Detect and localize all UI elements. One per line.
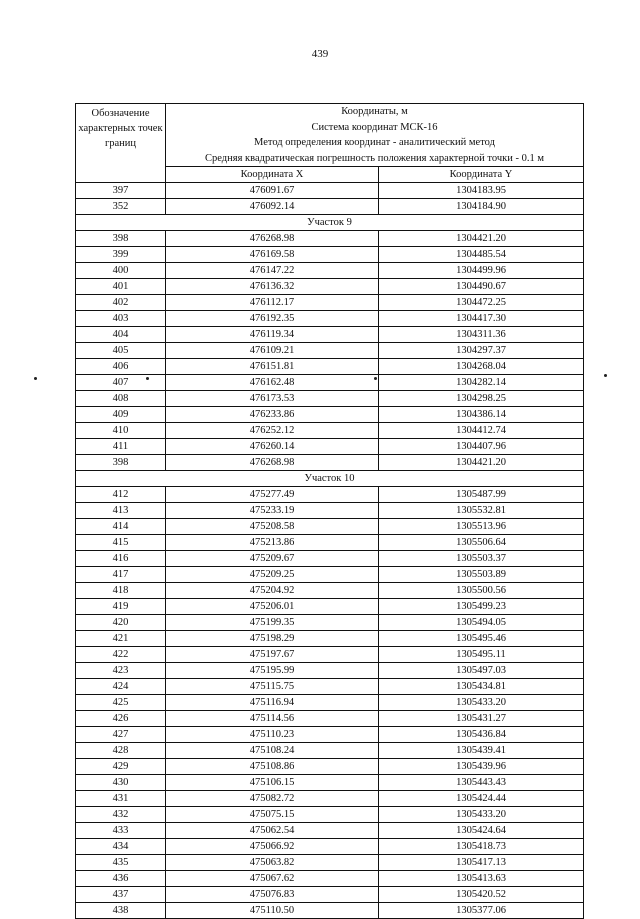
x-coordinate-cell: 476162.48 bbox=[166, 375, 379, 391]
table-row bbox=[76, 487, 584, 503]
y-coordinate-cell: 1304268.04 bbox=[379, 359, 584, 375]
table-row bbox=[76, 327, 584, 343]
y-coordinate-cell: 1304183.95 bbox=[379, 183, 584, 199]
scan-speck bbox=[374, 377, 377, 380]
y-coordinate-cell: 1304499.96 bbox=[379, 263, 584, 279]
x-coordinate-cell: 475206.01 bbox=[166, 599, 379, 615]
x-coordinate-cell: 475108.86 bbox=[166, 759, 379, 775]
y-coordinate-cell: 1305487.99 bbox=[379, 487, 584, 503]
coordinate-system: Система координат МСК-16 bbox=[311, 121, 438, 133]
table-row bbox=[76, 775, 584, 791]
table-header-row bbox=[76, 104, 584, 167]
y-coordinate-cell: 1305495.11 bbox=[379, 647, 584, 663]
y-coordinate-cell: 1305433.20 bbox=[379, 807, 584, 823]
point-cell: 413 bbox=[76, 503, 166, 519]
x-coordinate-cell: 476260.14 bbox=[166, 439, 379, 455]
section-title: Участок 10 bbox=[76, 471, 584, 487]
x-coordinate-cell: 475066.92 bbox=[166, 839, 379, 855]
table-row bbox=[76, 855, 584, 871]
point-cell: 436 bbox=[76, 871, 166, 887]
section-row bbox=[76, 215, 584, 231]
y-coordinate-cell: 1305420.52 bbox=[379, 887, 584, 903]
point-cell: 435 bbox=[76, 855, 166, 871]
table-row bbox=[76, 743, 584, 759]
point-cell: 431 bbox=[76, 791, 166, 807]
x-coordinate-cell: 476119.34 bbox=[166, 327, 379, 343]
x-coordinate-cell: 475209.25 bbox=[166, 567, 379, 583]
point-cell: 402 bbox=[76, 295, 166, 311]
point-cell: 437 bbox=[76, 887, 166, 903]
table-row bbox=[76, 343, 584, 359]
point-cell: 399 bbox=[76, 247, 166, 263]
y-coordinate-cell: 1304490.67 bbox=[379, 279, 584, 295]
point-cell: 423 bbox=[76, 663, 166, 679]
scan-speck bbox=[146, 377, 149, 380]
table-row bbox=[76, 567, 584, 583]
x-coordinate-cell: 476112.17 bbox=[166, 295, 379, 311]
x-coordinate-cell: 475204.92 bbox=[166, 583, 379, 599]
x-coordinate-cell: 476173.53 bbox=[166, 391, 379, 407]
x-coordinate-cell: 475106.15 bbox=[166, 775, 379, 791]
y-coordinate-cell: 1305418.73 bbox=[379, 839, 584, 855]
point-cell: 410 bbox=[76, 423, 166, 439]
point-cell: 352 bbox=[76, 199, 166, 215]
y-coordinate-cell: 1305424.44 bbox=[379, 791, 584, 807]
y-coordinate-cell: 1304297.37 bbox=[379, 343, 584, 359]
x-coordinate-cell: 475213.86 bbox=[166, 535, 379, 551]
point-cell: 405 bbox=[76, 343, 166, 359]
x-coordinate-cell: 475075.15 bbox=[166, 807, 379, 823]
coordinates-table bbox=[75, 103, 584, 919]
table-row bbox=[76, 647, 584, 663]
col-y-header: Координата Y bbox=[379, 167, 584, 183]
point-cell: 414 bbox=[76, 519, 166, 535]
y-coordinate-cell: 1305436.84 bbox=[379, 727, 584, 743]
y-coordinate-cell: 1305439.41 bbox=[379, 743, 584, 759]
section-row bbox=[76, 471, 584, 487]
table-row bbox=[76, 791, 584, 807]
point-cell: 398 bbox=[76, 455, 166, 471]
table-row bbox=[76, 535, 584, 551]
y-coordinate-cell: 1305503.89 bbox=[379, 567, 584, 583]
table-row bbox=[76, 231, 584, 247]
point-cell: 438 bbox=[76, 903, 166, 919]
y-coordinate-cell: 1305494.05 bbox=[379, 615, 584, 631]
x-coordinate-cell: 475208.58 bbox=[166, 519, 379, 535]
table-row bbox=[76, 759, 584, 775]
y-coordinate-cell: 1305506.64 bbox=[379, 535, 584, 551]
y-coordinate-cell: 1305503.37 bbox=[379, 551, 584, 567]
table-row bbox=[76, 279, 584, 295]
table-row bbox=[76, 359, 584, 375]
section-title: Участок 9 bbox=[76, 215, 584, 231]
point-cell: 425 bbox=[76, 695, 166, 711]
point-cell: 417 bbox=[76, 567, 166, 583]
x-coordinate-cell: 475076.83 bbox=[166, 887, 379, 903]
x-coordinate-cell: 475082.72 bbox=[166, 791, 379, 807]
x-coordinate-cell: 476268.98 bbox=[166, 455, 379, 471]
x-coordinate-cell: 475277.49 bbox=[166, 487, 379, 503]
y-coordinate-cell: 1305434.81 bbox=[379, 679, 584, 695]
point-cell: 420 bbox=[76, 615, 166, 631]
x-coordinate-cell: 475198.29 bbox=[166, 631, 379, 647]
y-coordinate-cell: 1304407.96 bbox=[379, 439, 584, 455]
x-coordinate-cell: 475199.35 bbox=[166, 615, 379, 631]
point-cell: 421 bbox=[76, 631, 166, 647]
table-row bbox=[76, 183, 584, 199]
table-row bbox=[76, 455, 584, 471]
table-row bbox=[76, 439, 584, 455]
table-row bbox=[76, 711, 584, 727]
point-cell: 418 bbox=[76, 583, 166, 599]
point-cell: 398 bbox=[76, 231, 166, 247]
x-coordinate-cell: 475110.50 bbox=[166, 903, 379, 919]
x-coordinate-cell: 475115.75 bbox=[166, 679, 379, 695]
table-row bbox=[76, 423, 584, 439]
point-cell: 401 bbox=[76, 279, 166, 295]
table-row bbox=[76, 679, 584, 695]
table-row bbox=[76, 807, 584, 823]
point-cell: 427 bbox=[76, 727, 166, 743]
point-cell: 397 bbox=[76, 183, 166, 199]
point-cell: 429 bbox=[76, 759, 166, 775]
x-coordinate-cell: 476192.35 bbox=[166, 311, 379, 327]
y-coordinate-cell: 1304417.30 bbox=[379, 311, 584, 327]
point-cell: 408 bbox=[76, 391, 166, 407]
point-designation-header: Обозначение характерных точек границ bbox=[76, 104, 166, 183]
col-x-header: Координата X bbox=[166, 167, 379, 183]
y-coordinate-cell: 1305433.20 bbox=[379, 695, 584, 711]
table-row bbox=[76, 503, 584, 519]
point-cell: 411 bbox=[76, 439, 166, 455]
x-coordinate-cell: 476252.12 bbox=[166, 423, 379, 439]
point-cell: 424 bbox=[76, 679, 166, 695]
y-coordinate-cell: 1304472.25 bbox=[379, 295, 584, 311]
x-coordinate-cell: 476268.98 bbox=[166, 231, 379, 247]
point-cell: 404 bbox=[76, 327, 166, 343]
table-row bbox=[76, 663, 584, 679]
table-row bbox=[76, 375, 584, 391]
y-coordinate-cell: 1305513.96 bbox=[379, 519, 584, 535]
table-row bbox=[76, 263, 584, 279]
point-cell: 412 bbox=[76, 487, 166, 503]
y-coordinate-cell: 1305495.46 bbox=[379, 631, 584, 647]
table-row bbox=[76, 551, 584, 567]
table-row bbox=[76, 871, 584, 887]
point-cell: 400 bbox=[76, 263, 166, 279]
y-coordinate-cell: 1305497.03 bbox=[379, 663, 584, 679]
y-coordinate-cell: 1304412.74 bbox=[379, 423, 584, 439]
point-cell: 434 bbox=[76, 839, 166, 855]
y-coordinate-cell: 1305431.27 bbox=[379, 711, 584, 727]
table-row bbox=[76, 391, 584, 407]
x-coordinate-cell: 476169.58 bbox=[166, 247, 379, 263]
table-row bbox=[76, 311, 584, 327]
point-cell: 415 bbox=[76, 535, 166, 551]
x-coordinate-cell: 475197.67 bbox=[166, 647, 379, 663]
table-row bbox=[76, 247, 584, 263]
y-coordinate-cell: 1305424.64 bbox=[379, 823, 584, 839]
y-coordinate-cell: 1305443.43 bbox=[379, 775, 584, 791]
point-cell: 403 bbox=[76, 311, 166, 327]
x-coordinate-cell: 475062.54 bbox=[166, 823, 379, 839]
y-coordinate-cell: 1304421.20 bbox=[379, 455, 584, 471]
point-cell: 432 bbox=[76, 807, 166, 823]
y-coordinate-cell: 1304421.20 bbox=[379, 231, 584, 247]
x-coordinate-cell: 476136.32 bbox=[166, 279, 379, 295]
x-coordinate-cell: 475108.24 bbox=[166, 743, 379, 759]
table-row bbox=[76, 727, 584, 743]
table-row bbox=[76, 295, 584, 311]
x-coordinate-cell: 475067.62 bbox=[166, 871, 379, 887]
point-cell: 406 bbox=[76, 359, 166, 375]
table-row bbox=[76, 519, 584, 535]
point-cell: 419 bbox=[76, 599, 166, 615]
table-row bbox=[76, 407, 584, 423]
table-row bbox=[76, 583, 584, 599]
x-coordinate-cell: 475195.99 bbox=[166, 663, 379, 679]
point-cell: 416 bbox=[76, 551, 166, 567]
y-coordinate-cell: 1304386.14 bbox=[379, 407, 584, 423]
scan-speck bbox=[34, 377, 37, 380]
table-row bbox=[76, 839, 584, 855]
scan-speck bbox=[604, 374, 607, 377]
x-coordinate-cell: 476147.22 bbox=[166, 263, 379, 279]
y-coordinate-cell: 1305500.56 bbox=[379, 583, 584, 599]
point-cell: 422 bbox=[76, 647, 166, 663]
table-row bbox=[76, 823, 584, 839]
point-cell: 426 bbox=[76, 711, 166, 727]
point-cell: 428 bbox=[76, 743, 166, 759]
point-cell: 407 bbox=[76, 375, 166, 391]
y-coordinate-cell: 1305499.23 bbox=[379, 599, 584, 615]
y-coordinate-cell: 1304298.25 bbox=[379, 391, 584, 407]
x-coordinate-cell: 475063.82 bbox=[166, 855, 379, 871]
y-coordinate-cell: 1304485.54 bbox=[379, 247, 584, 263]
point-cell: 433 bbox=[76, 823, 166, 839]
y-coordinate-cell: 1304282.14 bbox=[379, 375, 584, 391]
x-coordinate-cell: 475209.67 bbox=[166, 551, 379, 567]
point-cell: 409 bbox=[76, 407, 166, 423]
x-coordinate-cell: 475114.56 bbox=[166, 711, 379, 727]
x-coordinate-cell: 476091.67 bbox=[166, 183, 379, 199]
page-number: 439 bbox=[311, 48, 329, 60]
y-coordinate-cell: 1305532.81 bbox=[379, 503, 584, 519]
coordinates-header bbox=[166, 104, 584, 167]
y-coordinate-cell: 1304184.90 bbox=[379, 199, 584, 215]
method: Метод определения координат - аналитический метод bbox=[254, 137, 495, 148]
x-coordinate-cell: 475110.23 bbox=[166, 727, 379, 743]
coordinates-title: Координаты, м bbox=[341, 106, 408, 117]
x-coordinate-cell: 476151.81 bbox=[166, 359, 379, 375]
x-coordinate-cell: 476092.14 bbox=[166, 199, 379, 215]
table-row bbox=[76, 615, 584, 631]
y-coordinate-cell: 1304311.36 bbox=[379, 327, 584, 343]
table-row bbox=[76, 695, 584, 711]
x-coordinate-cell: 476233.86 bbox=[166, 407, 379, 423]
table-row bbox=[76, 599, 584, 615]
y-coordinate-cell: 1305417.13 bbox=[379, 855, 584, 871]
table-row bbox=[76, 631, 584, 647]
y-coordinate-cell: 1305439.96 bbox=[379, 759, 584, 775]
table-row bbox=[76, 199, 584, 215]
x-coordinate-cell: 476109.21 bbox=[166, 343, 379, 359]
point-cell: 430 bbox=[76, 775, 166, 791]
y-coordinate-cell: 1305377.06 bbox=[379, 903, 584, 919]
accuracy: Средняя квадратическая погрешность положения характерной точки - 0.1 м bbox=[205, 152, 544, 164]
y-coordinate-cell: 1305413.63 bbox=[379, 871, 584, 887]
x-coordinate-cell: 475233.19 bbox=[166, 503, 379, 519]
table-row bbox=[76, 887, 584, 903]
x-coordinate-cell: 475116.94 bbox=[166, 695, 379, 711]
